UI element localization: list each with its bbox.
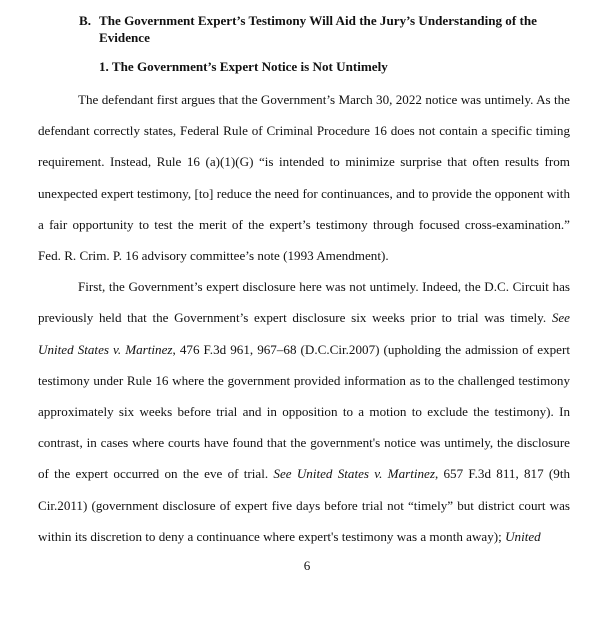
page-number: 6 [303,558,311,573]
case-citation: See United States v. Martinez [273,466,435,482]
subsection-number: 1. [99,59,109,74]
subsection-heading-1 [99,59,388,75]
case-citation: See United States v. Martinez [38,310,570,357]
subsection-title: The Government’s Expert Notice is Not Untimely [111,59,388,74]
paragraph-text: , 657 F.3d 811, 817 (9th Cir.2011) (government disclosure of expert five days before trial not “timely” but district court was within its discretion to deny a continuance where expert's testimony was a month away); [38,466,571,544]
section-letter: B. [79,13,92,28]
paragraph-text: , 476 F.3d 961, 967–68 (D.C.Cir.2007) (upholding the admission of expert testimony under Rule 16 where the government provided information as to the challenged testimony approximately six weeks before trial and in opposition to a motion to exclude the testimony). In contrast, in cases where courts have found that the government's notice was untimely, the disclosure of the expert occurred on the eve of trial. [38,341,570,482]
section-title: The Government Expert’s Testimony Will Aid the Jury’s Understanding of the Evidence [99,13,537,45]
paragraph-1 [38,84,570,271]
paragraph-text: First, the Government’s expert disclosure here was not untimely. Indeed, the D.C. Circuit has previously held that the Government’s expert disclosure six weeks prior to trial was timely. [38,279,570,326]
section-heading-b [79,13,579,46]
case-citation: United [505,528,541,544]
paragraph-text: The defendant first argues that the Government’s March 30, 2022 notice was untimely. As the defendant correctly states, Federal Rule of Criminal Procedure 16 does not contain a specific timing requirement. Instead, Rule 16 (a)(1)(G) “is intended to minimize surprise that often results from unexpected expert testimony, [to] reduce the need for continuances, and to provide the opponent with a fair opportunity to test the merit of the expert’s testimony through focused cross-examination.” Fed. R. Crim. P. 16 advisory committee’s note (1993 Amendment). [38,92,570,264]
body-text [38,84,570,552]
paragraph-2 [38,271,570,552]
